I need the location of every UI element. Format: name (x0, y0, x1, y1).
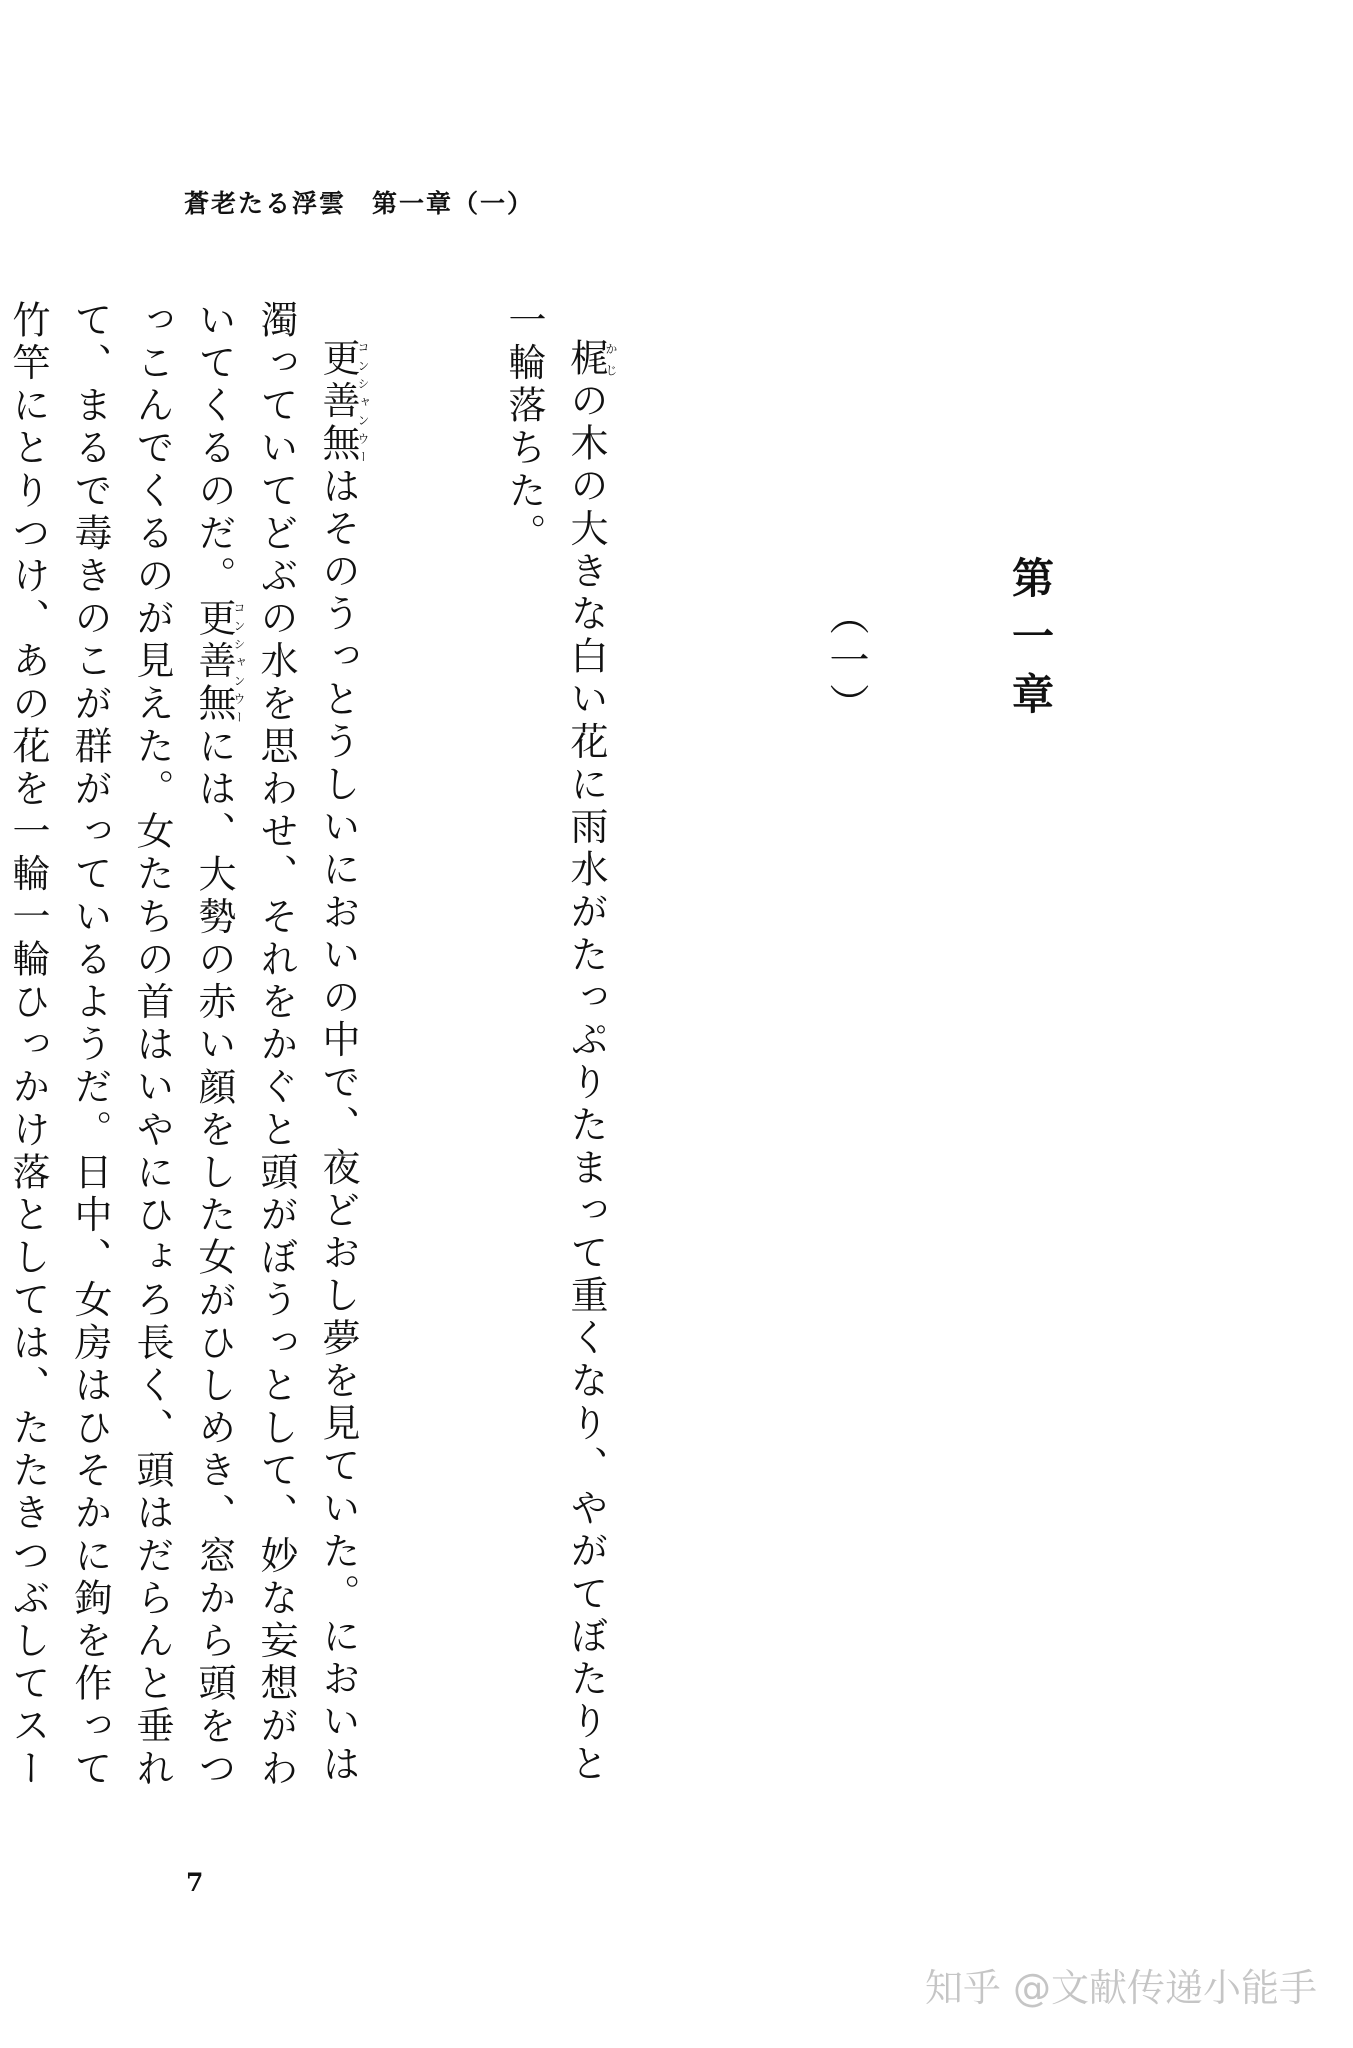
paragraph-2: 更善無コンシャンウーはそのうっとうしいにおいの中で、夜どおし夢を見ていた。においは濁っていてどぶの水を思わせ、それをかぐと頭がぼうっとして、妙な妄想がわいてくるのだ。更善無コンシャンウーには、大勢の赤い顔をした女がひしめき、窓から頭をつっこんでくるのが見えた。女たちの首はいやにひょろ長く、頭はだらんと垂れて、まるで毒きのこが群がっているようだ。日中、女房はひそかに鉤を作って竹竿にとりつけ、あの花を一輪一輪ひっかけ落としては、たたきつぶしてスー (6, 300, 370, 1792)
paragraph-1: 梶かじの木の大きな白い花に雨水がたっぷりたまって重くなり、やがてぼたりと一輪落ちた。 (502, 300, 618, 1787)
section-number: （一） (823, 595, 869, 727)
page-number: 7 (186, 1868, 204, 1897)
ruby-name-1: 更善無コンシャンウー (316, 338, 370, 466)
ruby-name-2: 更善無コンシャンウー (192, 598, 246, 727)
ruby-kaji: 梶かじ (564, 338, 618, 381)
chapter-ref: 第一章（一） (372, 189, 535, 218)
body-text (0, 300, 741, 1820)
watermark: 知乎 @文献传递小能手 (924, 1966, 1317, 2010)
book-title: 蒼老たる浮雲 (184, 189, 347, 218)
chapter-title: 第一章 (1006, 556, 1055, 730)
running-header (184, 184, 534, 220)
